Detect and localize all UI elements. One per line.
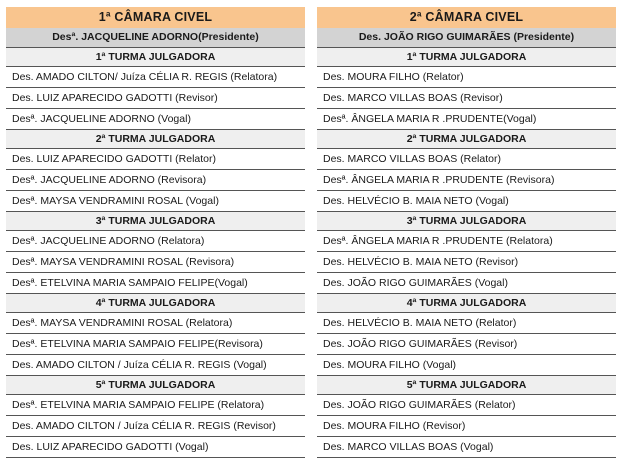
turma-member: Des. MOURA FILHO (Revisor) — [317, 416, 616, 437]
turma-title: 2ª TURMA JULGADORA — [317, 130, 616, 149]
turma-member: Desª. ÂNGELA MARIA R .PRUDENTE(Vogal) — [317, 109, 616, 130]
turma-member: Des. AMADO CILTON / Juíza CÉLIA R. REGIS (Revisor) — [6, 416, 305, 437]
turma-title: 5ª TURMA JULGADORA — [317, 376, 616, 395]
turma-member: Desª. ETELVINA MARIA SAMPAIO FELIPE(Vogal) — [6, 273, 305, 294]
turma-member: Desª. ÂNGELA MARIA R .PRUDENTE (Revisora) — [317, 170, 616, 191]
turma-member: Des. MOURA FILHO (Relator) — [317, 67, 616, 88]
turma-member: Des. HELVÉCIO B. MAIA NETO (Revisor) — [317, 252, 616, 273]
turma-title: 4ª TURMA JULGADORA — [6, 294, 305, 313]
turma-member: Des. LUIZ APARECIDO GADOTTI (Vogal) — [6, 437, 305, 458]
turma-member: Desª. ETELVINA MARIA SAMPAIO FELIPE (Relatora) — [6, 395, 305, 416]
turma-member: Des. HELVÉCIO B. MAIA NETO (Relator) — [317, 313, 616, 334]
turma-title: 3ª TURMA JULGADORA — [6, 212, 305, 231]
turma-member: Des. LUIZ APARECIDO GADOTTI (Revisor) — [6, 88, 305, 109]
turma-title: 3ª TURMA JULGADORA — [317, 212, 616, 231]
turma-title: 5ª TURMA JULGADORA — [6, 376, 305, 395]
turma-title: 2ª TURMA JULGADORA — [6, 130, 305, 149]
chamber-title: 1ª CÂMARA CIVEL — [6, 7, 305, 28]
turma-member: Des. AMADO CILTON / Juíza CÉLIA R. REGIS (Vogal) — [6, 355, 305, 376]
turma-member: Des. LUIZ APARECIDO GADOTTI (Relator) — [6, 149, 305, 170]
turma-member: Des. JOÃO RIGO GUIMARÃES (Revisor) — [317, 334, 616, 355]
chamber-president: Desª. JACQUELINE ADORNO(Presidente) — [6, 28, 305, 48]
chamber-title: 2ª CÂMARA CIVEL — [317, 7, 616, 28]
turma-member: Des. JOÃO RIGO GUIMARÃES (Relator) — [317, 395, 616, 416]
turma-member: Desª. JACQUELINE ADORNO (Relatora) — [6, 231, 305, 252]
turma-title: 4ª TURMA JULGADORA — [317, 294, 616, 313]
turma-member: Des. HELVÉCIO B. MAIA NETO (Vogal) — [317, 191, 616, 212]
turma-member: Des. MARCO VILLAS BOAS (Revisor) — [317, 88, 616, 109]
turma-member: Desª. MAYSA VENDRAMINI ROSAL (Vogal) — [6, 191, 305, 212]
turma-member: Desª. ETELVINA MARIA SAMPAIO FELIPE(Revisora) — [6, 334, 305, 355]
chamber-president: Des. JOÃO RIGO GUIMARÃES (Presidente) — [317, 28, 616, 48]
turma-title: 1ª TURMA JULGADORA — [317, 48, 616, 67]
turma-member: Des. JOÃO RIGO GUIMARÃES (Vogal) — [317, 273, 616, 294]
turma-member: Des. AMADO CILTON/ Juíza CÉLIA R. REGIS (Relatora) — [6, 67, 305, 88]
turma-member: Des. MOURA FILHO (Vogal) — [317, 355, 616, 376]
turma-title: 1ª TURMA JULGADORA — [6, 48, 305, 67]
chamber-2-table — [317, 7, 616, 458]
turma-member: Des. MARCO VILLAS BOAS (Relator) — [317, 149, 616, 170]
turma-member: Desª. MAYSA VENDRAMINI ROSAL (Relatora) — [6, 313, 305, 334]
turma-member: Desª. MAYSA VENDRAMINI ROSAL (Revisora) — [6, 252, 305, 273]
turma-member: Des. MARCO VILLAS BOAS (Vogal) — [317, 437, 616, 458]
turma-member: Desª. JACQUELINE ADORNO (Vogal) — [6, 109, 305, 130]
turma-member: Desª. ÂNGELA MARIA R .PRUDENTE (Relatora) — [317, 231, 616, 252]
turma-member: Desª. JACQUELINE ADORNO (Revisora) — [6, 170, 305, 191]
chamber-1-table — [6, 7, 305, 458]
